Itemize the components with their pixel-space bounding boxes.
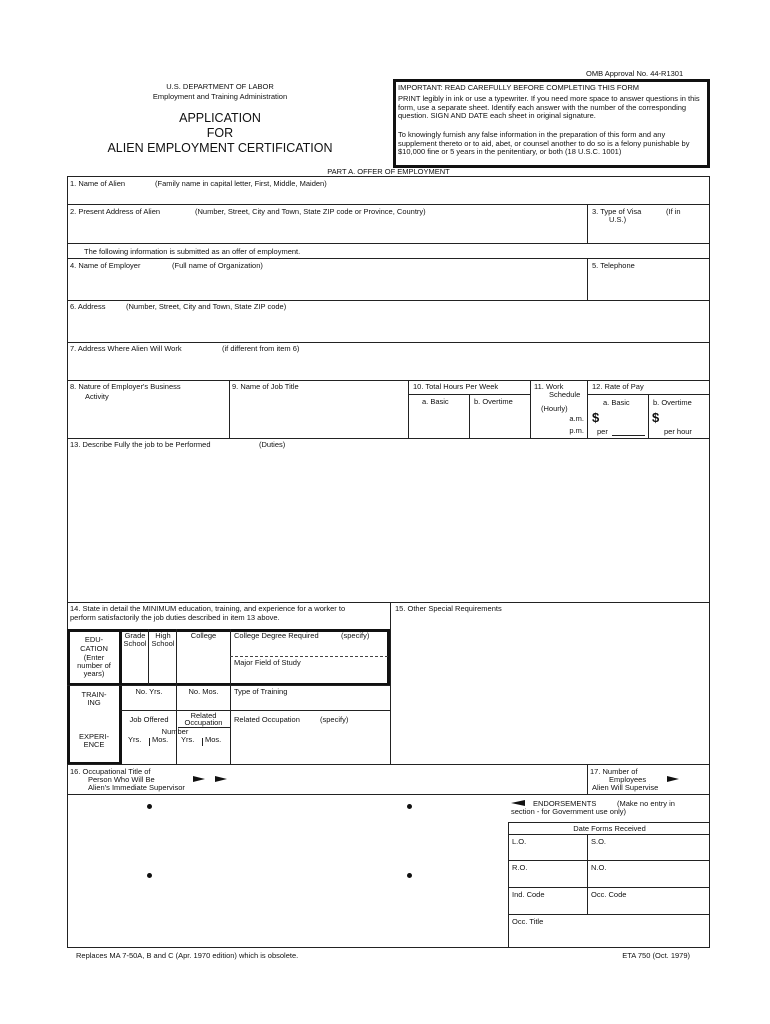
special-requirements-field[interactable]	[391, 603, 709, 763]
item17-label: 17. Number of	[590, 767, 638, 776]
item10-label: 10. Total Hours Per Week	[413, 382, 499, 391]
item2-hint: (Number, Street, City and Town, State ZIP code or Province, Country)	[195, 207, 426, 216]
item1-hint: (Family name in capital letter, First, Middle, Maiden)	[155, 179, 327, 188]
title-for: FOR	[206, 126, 234, 140]
major-field-input[interactable]	[232, 668, 387, 684]
occ-code-label: Occ. Code	[591, 890, 627, 899]
college-label: College	[190, 631, 217, 640]
item16-label2: Person Who Will Be	[88, 775, 155, 784]
employer-name-field[interactable]	[68, 259, 586, 299]
training-type-input[interactable]	[232, 697, 387, 709]
punch-dot-icon	[407, 804, 412, 809]
arrow-right-icon	[667, 776, 679, 782]
job-offered-experience-input[interactable]	[123, 746, 175, 762]
item3-hint2: U.S.)	[609, 215, 627, 224]
endorsements-title: ENDORSEMENTS	[533, 799, 597, 808]
notice-para1: PRINT legibly in ink or use a typewriter. If you need more space to answer questions in this form, use a separate sheet. Identify each answer with the number of the corresponding question. SIGN AND DATE each sheet in original signature.	[398, 94, 700, 120]
edu-label4: number of	[77, 661, 111, 670]
employees-supervised-field[interactable]	[682, 766, 708, 792]
degree-label: College Degree Required	[234, 631, 319, 640]
related-occupation-input[interactable]	[232, 726, 387, 762]
arrow-left-icon	[511, 800, 525, 806]
degree-required-input[interactable]	[232, 641, 387, 655]
admin-name: Employment and Training Administration	[152, 92, 288, 101]
lo-label: L.O.	[512, 837, 527, 846]
edu-label1: EDU-	[84, 635, 104, 644]
form-number: ETA 750 (Oct. 1979)	[622, 951, 690, 960]
exp-yrs-label: Yrs.	[128, 735, 142, 744]
item13-hint: (Duties)	[259, 440, 286, 449]
omb-approval: OMB Approval No. 44-R1301	[586, 69, 684, 78]
item10-basic: a. Basic	[422, 397, 449, 406]
item4-hint: (Full name of Organization)	[172, 261, 263, 270]
supervisor-title-field[interactable]	[232, 766, 584, 792]
replaces-note: Replaces MA 7-50A, B and C (Apr. 1970 edition) which is obsolete.	[76, 951, 299, 960]
offer-note: The following information is submitted as an offer of employment.	[84, 247, 301, 256]
item6-label: 6. Address	[70, 302, 106, 311]
date-forms-label: Date Forms Received	[573, 824, 646, 833]
pay-overtime-dollar: $	[652, 410, 660, 425]
punch-dot-icon	[407, 873, 412, 878]
item9-label: 9. Name of Job Title	[232, 382, 299, 391]
high-school-years-input[interactable]	[150, 650, 175, 684]
item12-basic: a. Basic	[603, 398, 630, 407]
edu-label5: years)	[83, 669, 105, 678]
item11-label2: Schedule	[549, 390, 581, 399]
notice-heading: IMPORTANT: READ CAREFULLY BEFORE COMPLETING THIS FORM	[398, 83, 640, 92]
arrow-right-icon	[215, 776, 227, 782]
edu-label3: (Enter	[83, 653, 105, 662]
item8-label2: Activity	[85, 392, 109, 401]
item16-label: 16. Occupational Title of	[70, 767, 151, 776]
training-no-yrs: No. Yrs.	[135, 687, 163, 696]
punch-dot-icon	[147, 873, 152, 878]
item13-label: 13. Describe Fully the job to be Performed	[70, 440, 211, 449]
related-experience-input[interactable]	[178, 746, 229, 762]
item6-hint: (Number, Street, City and Town, State ZIP code)	[126, 302, 287, 311]
job-offered-label: Job Offered	[129, 715, 169, 724]
item7-hint: (if different from item 6)	[222, 344, 300, 353]
title-application: APPLICATION	[179, 111, 261, 125]
related-yrs-label: Yrs.	[181, 735, 195, 744]
item11-label: 11. Work	[534, 382, 564, 391]
title-alien-employment: ALIEN EMPLOYMENT CERTIFICATION	[107, 141, 333, 155]
item3-label: 3. Type of Visa	[592, 207, 642, 216]
pay-basic-dollar: $	[592, 410, 600, 425]
grade-school-label1: Grade	[124, 631, 146, 640]
item3-hint: (If in	[666, 207, 681, 216]
item1-label: 1. Name of Alien	[70, 179, 126, 188]
so-label: S.O.	[591, 837, 607, 846]
item15-label: 15. Other Special Requirements	[395, 604, 502, 613]
no-label: N.O.	[591, 863, 607, 872]
punch-dot-icon	[147, 804, 152, 809]
item7-label: 7. Address Where Alien Will Work	[70, 344, 182, 353]
related-label2: Occupation	[184, 718, 223, 727]
related-mos-label: Mos.	[205, 735, 222, 744]
related-occupation-label: Related Occupation	[234, 715, 300, 724]
item5-label: 5. Telephone	[592, 261, 635, 270]
ind-code-label: Ind. Code	[512, 890, 545, 899]
part-a-title: PART A. OFFER OF EMPLOYMENT	[327, 167, 450, 176]
grade-school-years-input[interactable]	[123, 650, 147, 684]
item11-am: a.m.	[569, 414, 584, 423]
item2-label: 2. Present Address of Alien	[70, 207, 161, 216]
arrow-right-icon	[193, 776, 205, 782]
item8-label: 8. Nature of Employer's Business	[70, 382, 181, 391]
training-type-label: Type of Training	[234, 687, 288, 696]
item11-hourly: (Hourly)	[541, 404, 568, 413]
high-school-label2: School	[151, 639, 175, 648]
degree-specify: (specify)	[341, 631, 370, 640]
item12-label: 12. Rate of Pay	[592, 382, 644, 391]
dept-name: U.S. DEPARTMENT OF LABOR	[166, 82, 274, 91]
college-years-input[interactable]	[178, 642, 229, 684]
training-label2: ING	[87, 698, 101, 707]
edu-label2: CATION	[80, 644, 108, 653]
item16-label3: Alien's Immediate Supervisor	[88, 783, 185, 792]
training-label1: TRAIN-	[81, 690, 107, 699]
experience-label1: EXPERI-	[78, 732, 109, 741]
item11-pm: p.m.	[569, 426, 584, 435]
occ-title-label: Occ. Title	[512, 917, 544, 926]
number-label: Number	[161, 727, 189, 736]
related-label1: Related	[190, 711, 217, 720]
training-months-input[interactable]	[178, 697, 229, 709]
training-no-mos: No. Mos.	[188, 687, 219, 696]
item12-overtime: b. Overtime	[653, 398, 692, 407]
pay-per-label: per	[597, 427, 608, 436]
major-label: Major Field of Study	[234, 658, 301, 667]
item4-label: 4. Name of Employer	[70, 261, 141, 270]
grade-school-label2: School	[123, 639, 147, 648]
ro-label: R.O.	[512, 863, 528, 872]
endorsements-note2: section - for Government use only)	[511, 807, 627, 816]
endorsements-note: (Make no entry in	[617, 799, 675, 808]
job-duties-field[interactable]	[68, 439, 709, 601]
item10-overtime: b. Overtime	[474, 397, 513, 406]
high-school-label1: High	[155, 631, 171, 640]
exp-mos-label: Mos.	[152, 735, 169, 744]
item17-label3: Alien Will Supervise	[592, 783, 659, 792]
item14-label: 14. State in detail the MINIMUM education, training, and experience for a worker to perform satisfactorily the job duties described in item 13 above.	[70, 604, 346, 622]
pay-per-hour: per hour	[664, 427, 692, 436]
item17-label2: Employees	[609, 775, 647, 784]
experience-label2: ENCE	[83, 740, 105, 749]
related-occupation-specify: (specify)	[320, 715, 349, 724]
training-years-input[interactable]	[123, 697, 175, 709]
notice-para2: To knowingly furnish any false information in the preparation of this form and any supplement thereto or to aid, abet, or counsel another to do so is a felony punishable by $10,000 fine or 5 years in the penitentiary, or both (18 U.S.C. 1001)	[398, 130, 690, 156]
